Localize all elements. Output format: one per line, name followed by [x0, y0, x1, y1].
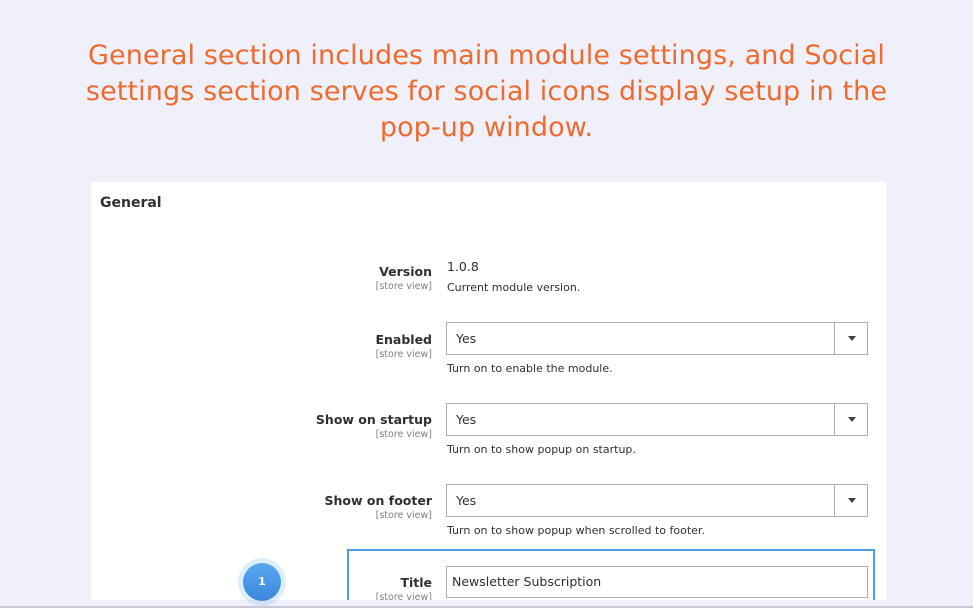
title-input[interactable] — [446, 566, 868, 598]
title-label: Title — [400, 575, 432, 590]
chevron-down-icon — [848, 498, 856, 503]
step-badge — [238, 558, 286, 606]
show-on-startup-label: Show on startup — [315, 412, 432, 427]
enabled-label: Enabled — [375, 332, 432, 347]
enabled-note: Turn on to enable the module. — [447, 362, 613, 375]
chevron-down-icon — [848, 336, 856, 341]
version-value: 1.0.8 — [447, 259, 479, 274]
show-on-footer-select[interactable] — [446, 484, 868, 517]
title-scope: [store view] — [375, 592, 432, 600]
settings-panel — [91, 182, 886, 600]
version-note: Current module version. — [447, 281, 581, 294]
show-on-startup-select-value: Yes — [456, 412, 477, 427]
show-on-footer-note: Turn on to show popup when scrolled to footer. — [447, 524, 705, 537]
enabled-scope: [store view] — [375, 349, 432, 360]
section-title: General — [100, 195, 162, 211]
enabled-select-value: Yes — [456, 331, 477, 346]
show-on-startup-scope: [store view] — [375, 429, 432, 440]
show-on-footer-label: Show on footer — [324, 493, 432, 508]
show-on-startup-dropdown-button[interactable] — [834, 404, 867, 435]
show-on-footer-dropdown-button[interactable] — [834, 485, 867, 516]
version-label: Version — [379, 264, 432, 279]
show-on-footer-select-value: Yes — [456, 493, 477, 508]
page-headline: General section includes main module settings, and Social settings section serves for social icons display setup in the pop-up window. — [85, 40, 888, 143]
step-number: 1 — [243, 563, 281, 601]
show-on-startup-note: Turn on to show popup on startup. — [447, 443, 636, 456]
show-on-footer-scope: [store view] — [375, 510, 432, 521]
enabled-dropdown-button[interactable] — [834, 323, 867, 354]
title-input-value: Newsletter Subscription — [452, 574, 602, 589]
version-scope: [store view] — [375, 281, 432, 292]
show-on-startup-select[interactable] — [446, 403, 868, 436]
enabled-select[interactable] — [446, 322, 868, 355]
chevron-down-icon — [848, 417, 856, 422]
